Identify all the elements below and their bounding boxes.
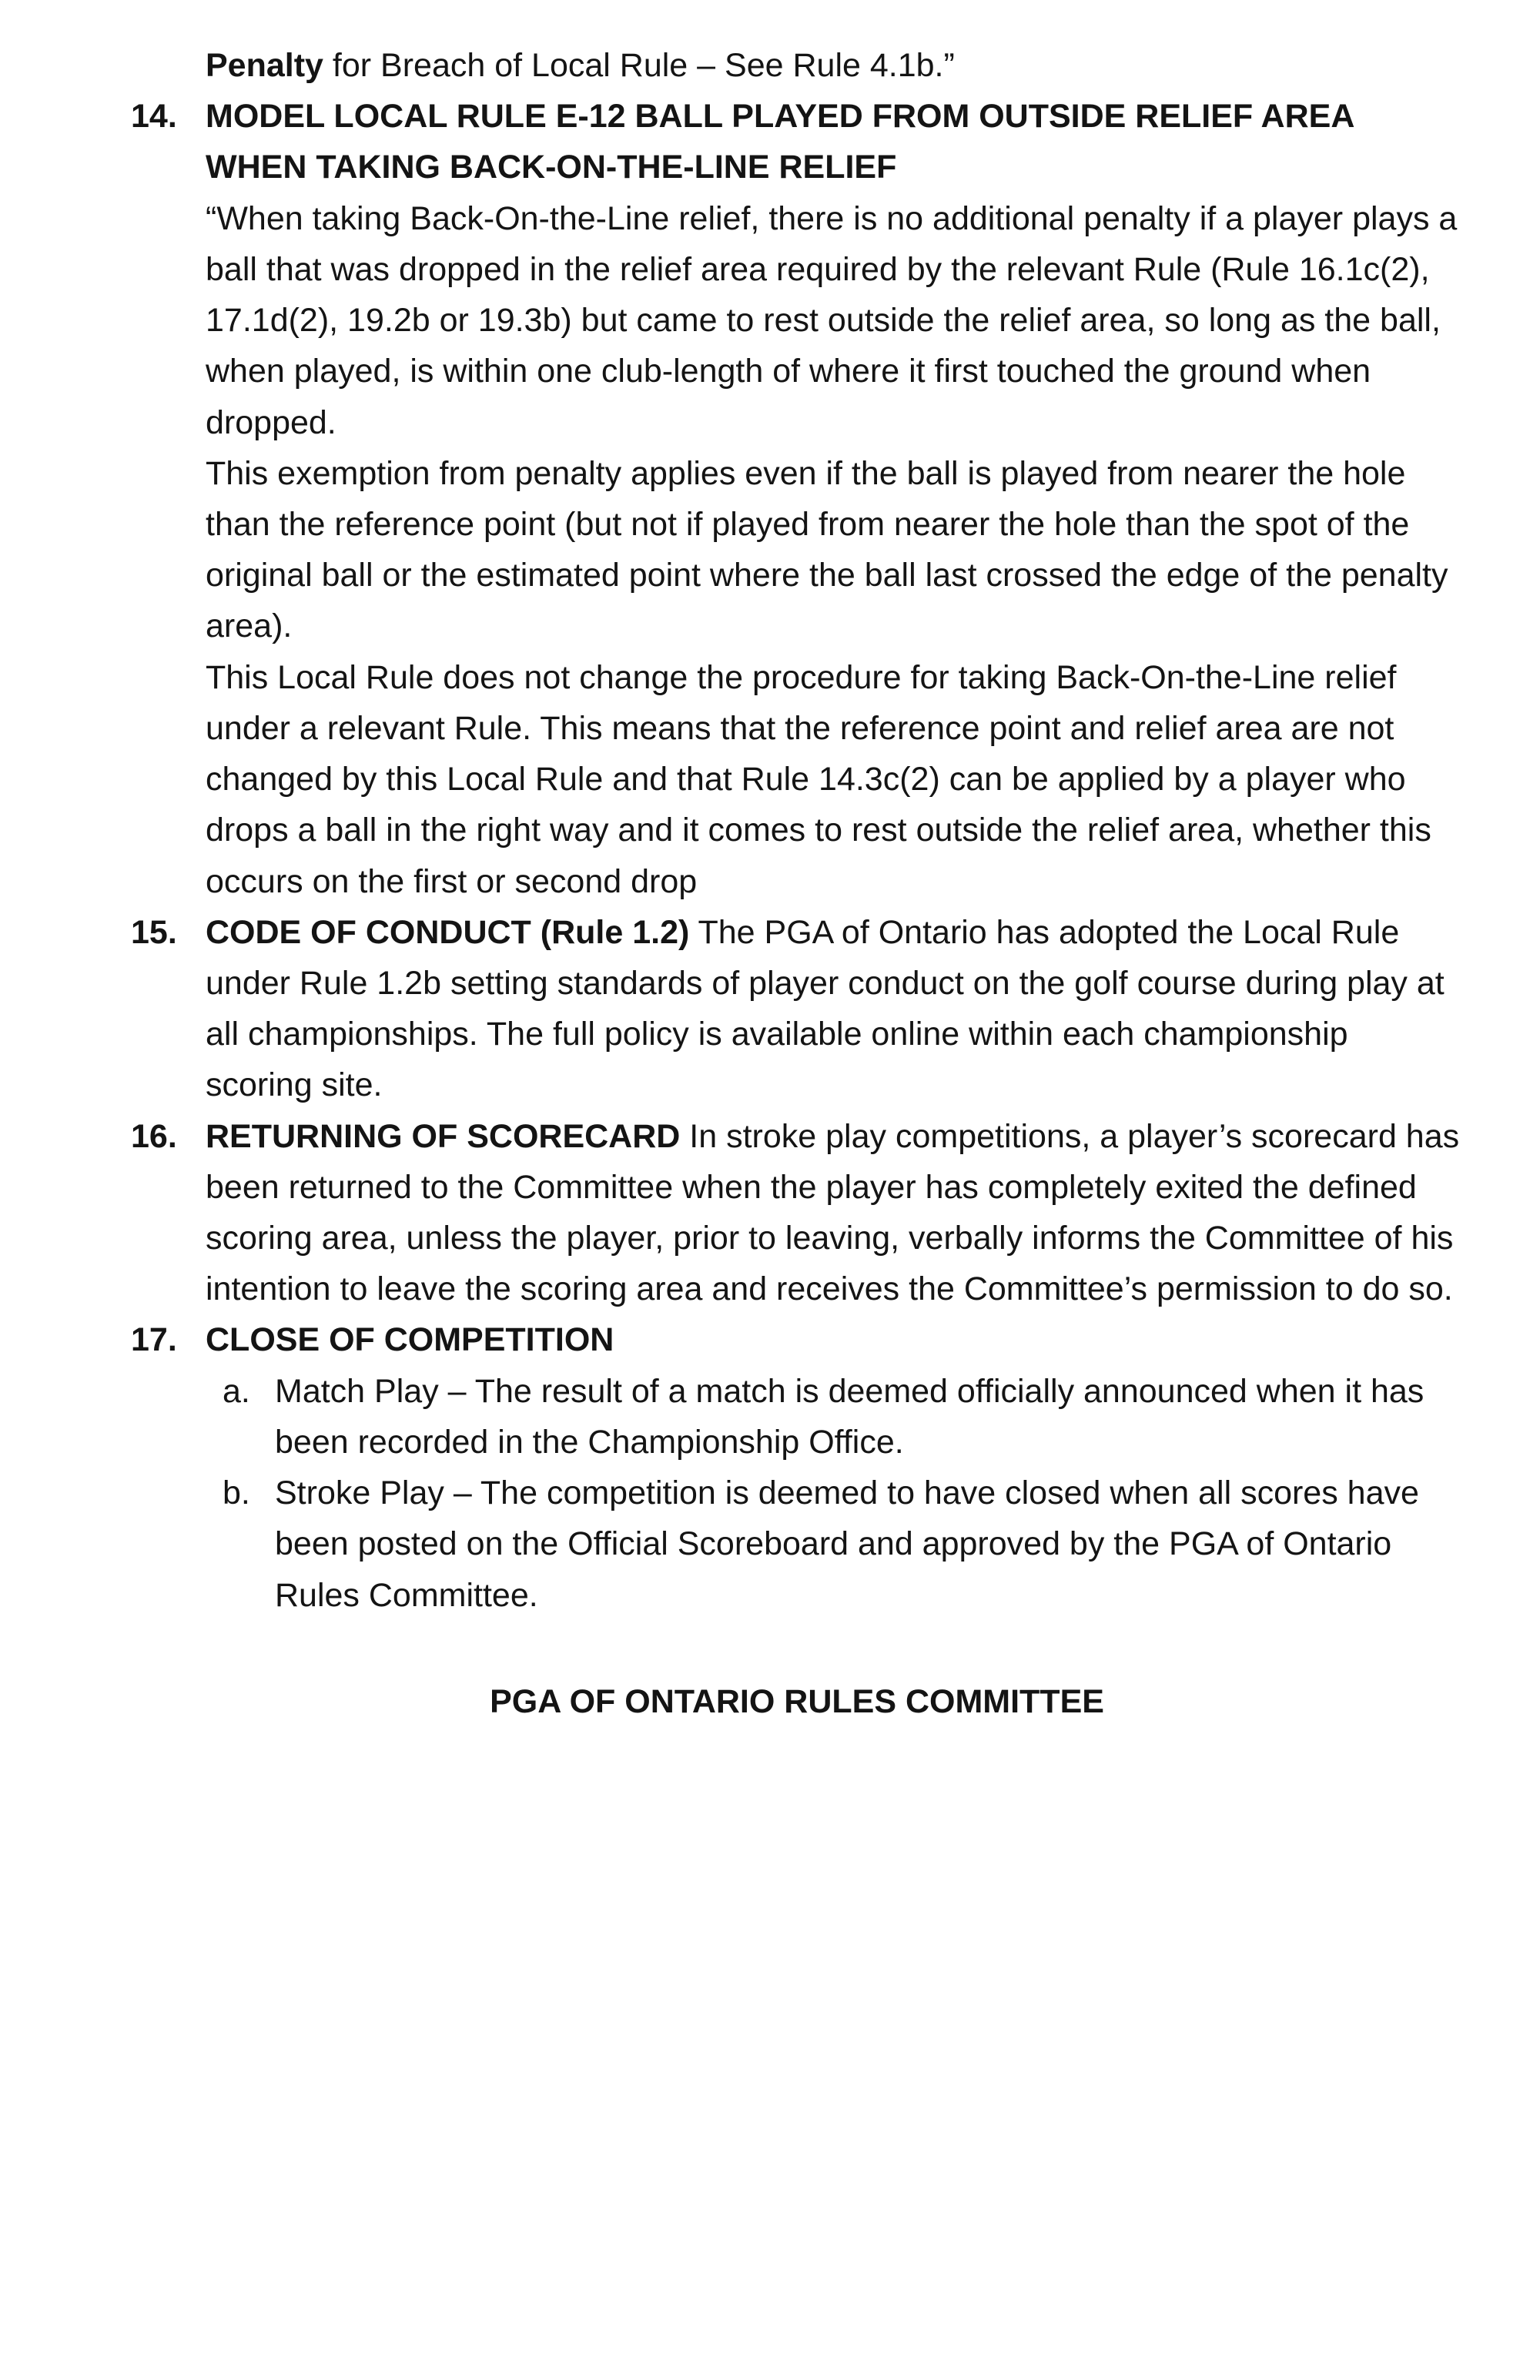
item-15-body-text: The PGA of Ontario has adopted the Local Rule under Rule 1.2b setting standards of player conduct on the golf course during play at all championships. The full policy is available online within each championship scoring site. (206, 913, 1445, 1104)
rule-item-14 (131, 91, 1463, 907)
item-number-16: 16. (131, 1117, 177, 1155)
rule-item-15 (131, 907, 1463, 1111)
rule-item-17 (131, 1314, 1463, 1620)
item-heading-16: RETURNING OF SCORECARD (206, 1117, 681, 1155)
rule-item-16 (131, 1111, 1463, 1315)
item-number-17: 17. (131, 1321, 177, 1359)
document-content (131, 40, 1463, 1727)
subitem-b (223, 1468, 1463, 1621)
item-body-16 (206, 1111, 1463, 1315)
item-16-text (206, 1111, 1463, 1315)
item-heading-14: MODEL LOCAL RULE E-12 BALL PLAYED FROM OUTSIDE RELIEF AREA WHEN TAKING BACK-ON-THE-LINE RELIEF (206, 98, 1354, 186)
item-heading-17: CLOSE OF COMPETITION (206, 1321, 614, 1359)
subitem-a (223, 1366, 1463, 1468)
footer-committee-title: PGA OF ONTARIO RULES COMMITTEE (490, 1682, 1104, 1720)
item-14-paragraph-3: This Local Rule does not change the procedure for taking Back-On-the-Line relief under a relevant Rule. This means that the reference point and relief area are not changed by this Local Rule and that Rule 14.3c(2) can be applied by a player who drops a ball in the right way and it comes to rest outside the relief area, whether this occurs on the first or second drop (206, 658, 1431, 900)
penalty-statement (206, 40, 1463, 91)
item-number-14: 14. (131, 98, 177, 136)
item-body-17 (206, 1314, 1463, 1620)
item-14-paragraph-1: “When taking Back-On-the-Line relief, there is no additional penalty if a player plays a ball that was dropped in the relief area required by the relevant Rule (Rule 16.1c(2), 17.1d(2), 19.2b or 19.3b) but came to rest outside the relief area, so long as the ball, when played, is within one club-length of where it first touched the ground when dropped. (206, 199, 1458, 441)
item-15-text (206, 907, 1463, 1111)
item-14-paragraph-2: This exemption from penalty applies even if the ball is played from nearer the hole than the reference point (but not if played from nearer the hole than the spot of the original ball or the estimated point where the ball last crossed the edge of the penalty area). (206, 454, 1448, 645)
subitem-a-letter: a. (223, 1372, 250, 1410)
penalty-label: Penalty (206, 47, 323, 84)
item-16-body-text: In stroke play competitions, a player’s scorecard has been returned to the Committee when the player has completely exited the defined scoring area, unless the player, prior to leaving, verbally informs the Committee of his intention to leave the scoring area and receives the Committee’s permission to do so. (206, 1117, 1460, 1308)
penalty-text: for Breach of Local Rule – See Rule 4.1b.” (323, 47, 955, 84)
item-number-15: 15. (131, 913, 177, 951)
subitem-b-text: Stroke Play – The competition is deemed to have closed when all scores have been posted on the Official Scoreboard and approved by the PGA of Ontario Rules Committee. (275, 1475, 1419, 1614)
item-body-14 (206, 91, 1463, 907)
subitem-a-text: Match Play – The result of a match is deemed officially announced when it has been recorded in the Championship Office. (275, 1372, 1424, 1461)
item-body-15 (206, 907, 1463, 1111)
subitem-b-letter: b. (223, 1475, 250, 1512)
item-heading-15: CODE OF CONDUCT (Rule 1.2) (206, 913, 690, 951)
